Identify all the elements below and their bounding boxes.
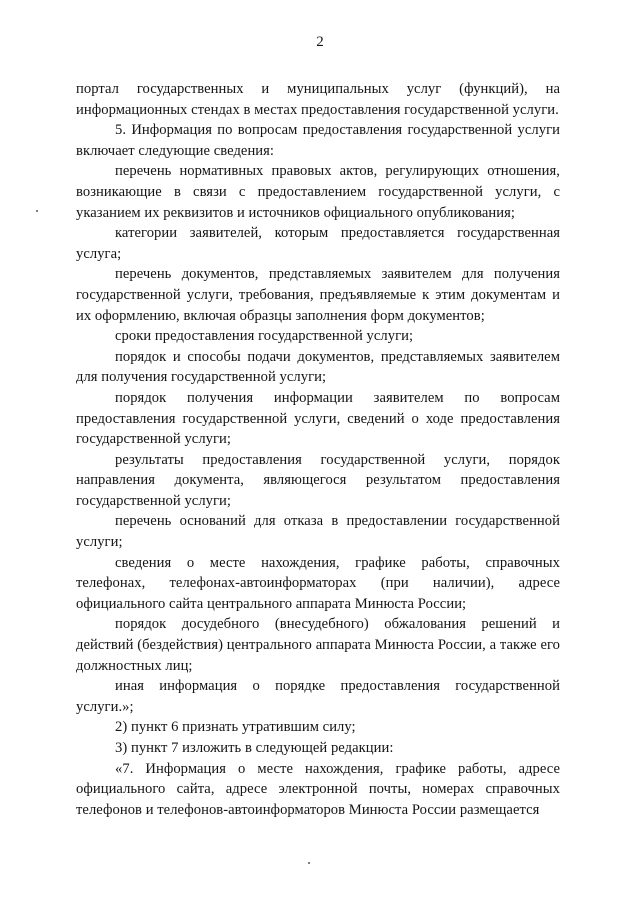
paragraph-9: результаты предоставления государственной услуги, порядок направления документа, являющегося результатом предоставления государственной услуги; <box>76 451 560 509</box>
paragraph-11: сведения о месте нахождения, графике работы, справочных телефонах, телефонах-автоинформаторах (при наличии), адресе официального сайта центрального аппарата Минюста России; <box>76 554 560 612</box>
paragraph-13: иная информация о порядке предоставления государственной услуги.»; <box>76 678 560 715</box>
paragraph-3: перечень нормативных правовых актов, регулирующих отношения, возникающие в связи с предоставлением государственной услуги, с указанием их реквизитов и источников официального опубликования; <box>76 163 560 221</box>
paragraph-2: 5. Информация по вопросам предоставления государственной услуги включает следующие сведения: <box>76 122 560 159</box>
paragraph-4: категории заявителей, которым предоставляется государственная услуга; <box>76 225 560 262</box>
scan-speck <box>308 862 310 864</box>
paragraph-6: сроки предоставления государственной услуги; <box>115 328 414 345</box>
paragraph-10: перечень оснований для отказа в предоставлении государственной услуги; <box>76 513 560 551</box>
paragraph-12: порядок досудебного (внесудебного) обжалования решений и действий (бездействия) центрального аппарата Минюста России, а также его должностных лиц; <box>76 616 560 674</box>
document-body <box>76 79 560 820</box>
paragraph-1: портал государственных и муниципальных услуг (функций), на информационных стендах в местах предоставления государственной услуги. <box>76 81 560 118</box>
paragraph-7: порядок и способы подачи документов, представляемых заявителем для получения государственной услуги; <box>76 348 560 386</box>
paragraph-15: 3) пункт 7 изложить в следующей редакции: <box>115 740 394 756</box>
scan-speck <box>36 210 38 212</box>
paragraph-14: 2) пункт 6 признать утратившим силу; <box>115 719 356 736</box>
paragraph-16: «7. Информация о месте нахождения, графике работы, адресе официального сайта, адресе электронной почты, номерах справочных телефонов и телефонов-автоинформаторов Минюста России размещается <box>76 760 560 818</box>
page-number: 2 <box>316 34 324 50</box>
paragraph-8: порядок получения информации заявителем по вопросам предоставления государственной услуги, сведений о ходе предоставления государственной услуги; <box>76 389 560 448</box>
paragraph-5: перечень документов, представляемых заявителем для получения государственной услуги, требования, предъявляемые к этим документам и их оформлению, включая образцы заполнения форм документов; <box>76 266 560 324</box>
